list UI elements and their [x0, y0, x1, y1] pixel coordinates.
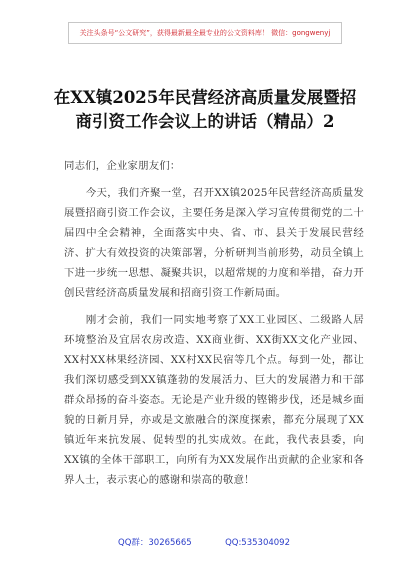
footer-qq-group: QQ群：30265665 [118, 538, 192, 548]
document-title-line-1: 在XX镇2025年民营经济高质量发展暨招 [53, 88, 357, 107]
paragraph-1-text: 今天，我们齐聚一堂，召开XX镇2025年民营经济高质量发展暨招商引资工作会议，主要任务是深入学习宣传贯彻党的二十届四中全会精神，全面落实中央、省、市、县关于发展民营经济、扩大有效投资的决策部署，分析研判当前形势，动员全镇上下进一步统一思想、凝聚共识，以超常规的力度和举措，奋力开创民营经济高质量发展和招商引资工作新局面。 [64, 187, 364, 299]
footer-qq-contact: QQ:535304092 [225, 538, 290, 548]
paragraph-2-text: 刚才会前，我们一同实地考察了XX工业园区、二级路人居环境整治及宜居农房改造、XX商业街、XX街XX文化产业园、XX村XX林果经济园、XX村XX民宿等几个点。每到一处，都让我们深切感受到XX镇蓬勃的发展活力、巨大的发展潜力和干部群众昂扬的奋斗姿态。无论是产业升级的铿锵步伐，还是城乡面貌的日新月异，亦或是文旅融合的深度探索，都充分展现了XX镇近年来抗发展、促转型的扎实成效。在此，我代表县委，向XX镇的全体干部职工，向所有为XX发展作出贡献的企业家和各界人士，表示衷心的感谢和崇高的敬意！ [64, 314, 364, 486]
promo-banner: 关注头条号“公文研究”，获得最新最全最专业的公文资料库！ 微信：gongwenyj [68, 22, 342, 44]
document-title-line-2: 商引资工作会议上的讲话（精品）2 [75, 112, 335, 131]
salutation: 同志们，企业家朋友们： [64, 160, 181, 172]
paragraph-2 [64, 310, 364, 490]
footer-contact [0, 536, 408, 548]
paragraph-1 [64, 183, 364, 303]
